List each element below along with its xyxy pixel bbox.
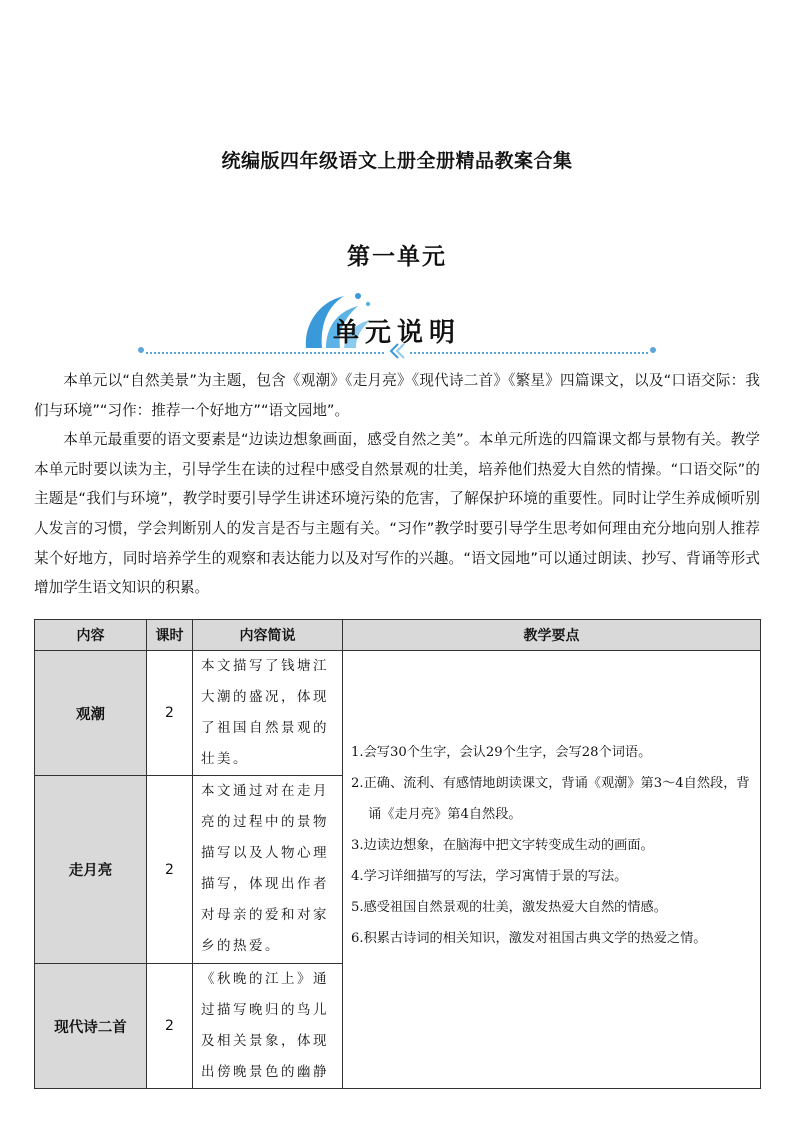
lesson-table — [34, 619, 761, 1089]
divider-line-left — [146, 352, 384, 354]
intro-paragraph: 本单元最重要的语文要素是“边读边想象画面，感受自然之美”。本单元所选的四篇课文都与景物有关。教学本单元时要以读为主，引导学生在读的过程中感受自然景观的壮美，培养他们热爱大自然的情操。“口语交际”的主题是“我们与环境”，教学时要引导学生讲述环境污染的危害，了解保护环境的重要性。同时让学生养成倾听别人发言的习惯，学会判断别人的发言是否与主题有关。“习作”教学时要引导学生思考如何理由充分地向别人推荐某个好地方，同时培养学生的观察和表达能力以及对写作的兴趣。“语文园地”可以通过朗读、抄写、背诵等形式增加学生语文知识的积累。 — [34, 431, 760, 597]
unit-intro — [34, 366, 760, 603]
divider-dot-right — [650, 347, 656, 353]
lesson-hours: 2 — [147, 651, 193, 776]
banner-label: 单元说明 — [332, 318, 461, 348]
lesson-summary: 本文描写了钱塘江大潮的盛况，体现了祖国自然景观的壮美。 — [193, 651, 343, 776]
unit-banner — [0, 290, 794, 358]
lesson-hours: 2 — [147, 964, 193, 1089]
key-point-item: 5.感受祖国自然景观的壮美，激发热爱大自然的情感。 — [351, 900, 667, 915]
lesson-name: 观潮 — [35, 651, 147, 776]
divider-dot-left — [138, 347, 144, 353]
lesson-summary: 本文通过对在走月亮的过程中的景物描写以及人物心理描写，体现出作者对母亲的爱和对家乡的热爱。 — [193, 776, 343, 964]
header-content: 内容 — [35, 620, 147, 651]
lesson-name: 现代诗二首 — [35, 964, 147, 1089]
intro-paragraph: 本单元以“自然美景”为主题，包含《观潮》《走月亮》《现代诗二首》《繁星》四篇课文，以及“口语交际：我们与环境”“习作：推荐一个好地方”“语文园地”。 — [34, 372, 760, 419]
table-row — [35, 651, 761, 776]
header-summary: 内容简说 — [193, 620, 343, 651]
key-point-item: 2.正确、流利、有感情地朗读课文，背诵《观潮》第3～4自然段，背诵《走月亮》第4自然段。 — [351, 776, 750, 822]
key-points-cell — [343, 651, 761, 1089]
unit-title: 第一单元 — [347, 244, 447, 270]
divider-line-right — [410, 352, 648, 354]
table-header-row — [35, 620, 761, 651]
lesson-hours: 2 — [147, 776, 193, 964]
header-hours: 课时 — [147, 620, 193, 651]
lesson-summary: 《秋晚的江上》通过描写晚归的鸟儿及相关景象，体现出傍晚景色的幽静 — [193, 964, 343, 1089]
key-point-item: 4.学习详细描写的写法，学习寓情于景的写法。 — [351, 869, 628, 884]
lesson-name: 走月亮 — [35, 776, 147, 964]
key-point-item: 6.积累古诗词的相关知识，激发对祖国古典文学的热爱之情。 — [351, 931, 707, 946]
chevron-divider-icon — [386, 342, 408, 360]
document-title: 统编版四年级语文上册全册精品教案合集 — [221, 150, 573, 172]
key-points-list — [351, 651, 754, 954]
key-point-item: 3.边读边想象，在脑海中把文字转变成生动的画面。 — [351, 838, 654, 853]
key-point-item: 1.会写30个生字，会认29个生字，会写28个词语。 — [351, 745, 652, 760]
header-key-points: 教学要点 — [343, 620, 761, 651]
